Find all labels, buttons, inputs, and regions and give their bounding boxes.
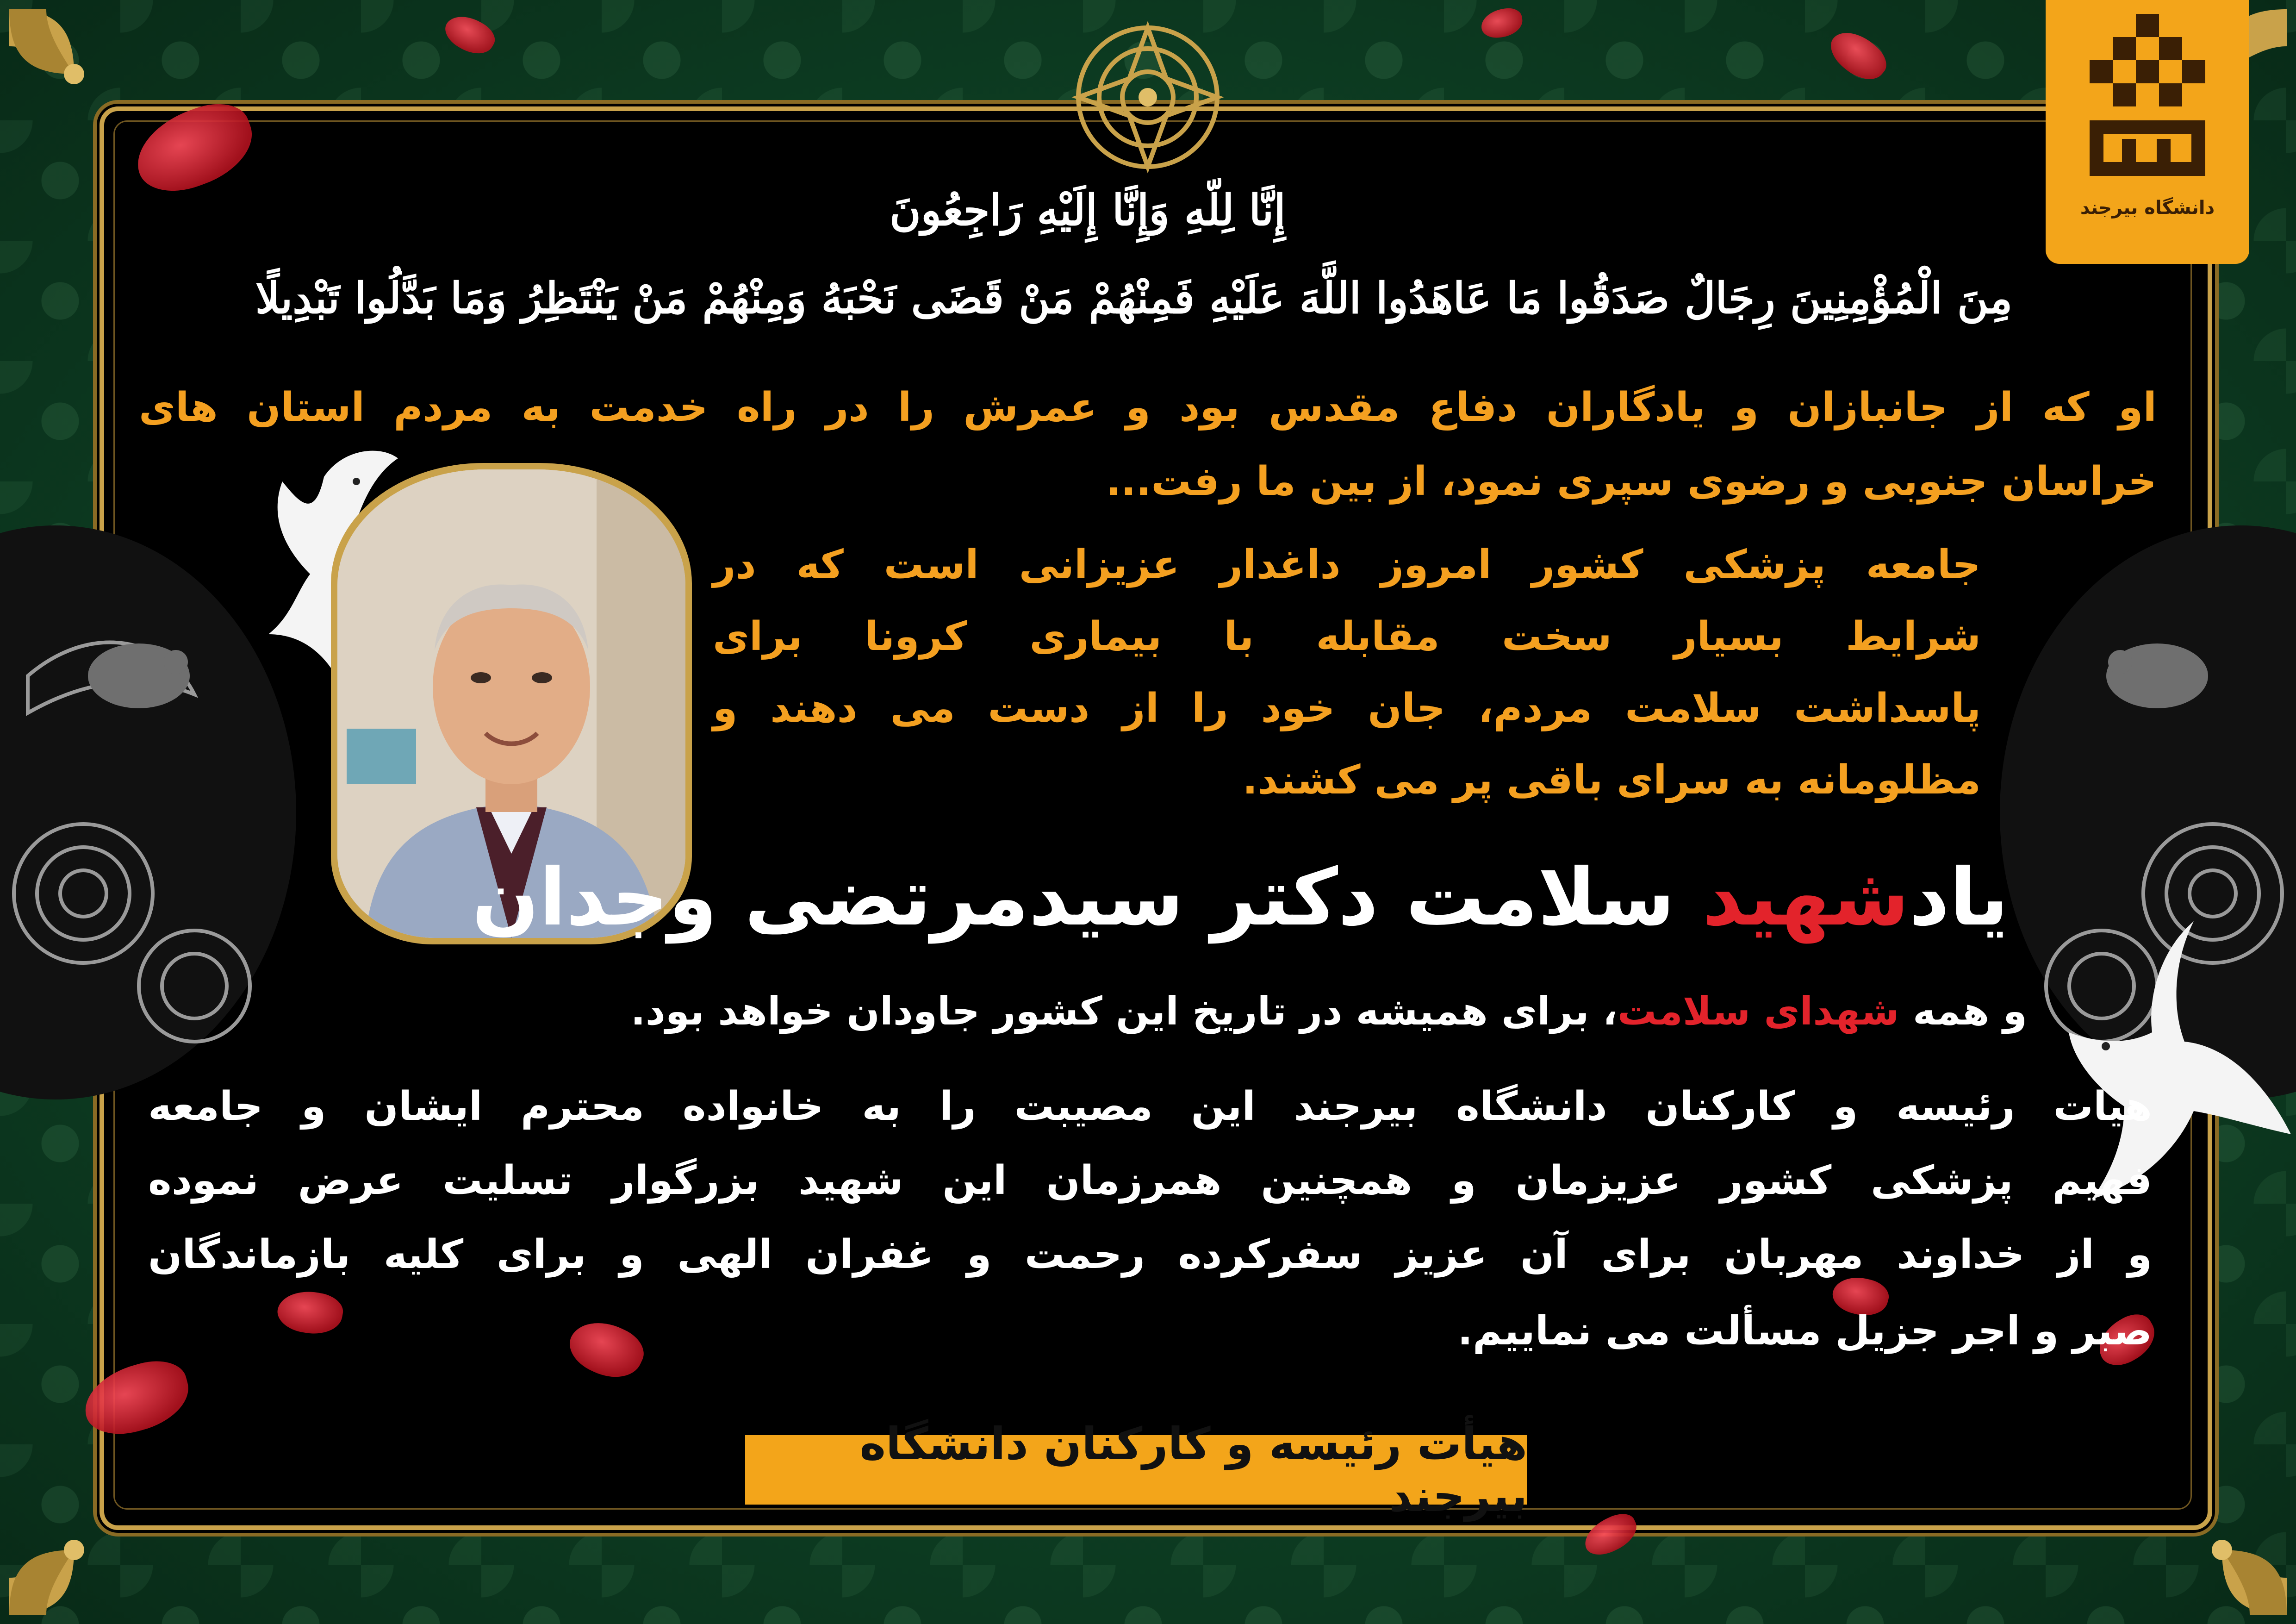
martyr-title [472,852,2009,943]
logo-caption: دانشگاه بیرجند [2080,197,2215,219]
quran-verse-line-2: مِنَ الْمُؤْمِنِينَ رِجَالٌ صَدَقُوا مَا عَاهَدُوا اللَّهَ عَلَيْهِ فَمِنْهُمْ مَنْ قَضَى نَحْبَهُ وَمِنْهُمْ مَنْ يَنْتَظِرُ وَمَا بَدَّلُوا تَبْدِيلًا [255,273,2013,323]
quran-verse-line-1: إِنَّا لِلّهِ وَإِنَّا إِلَيْهِ رَاجِعُونَ [890,185,1286,235]
university-logo [2046,0,2249,264]
medical-line-3: پاسداشت سلامت مردم، جان خود را از دست می دهند و [713,685,1981,731]
medical-line-1: جامعه پزشکی کشور امروز داغدار عزیزانی است که در [713,542,1981,588]
signature-banner: هیأت رئیسه و کارکنان دانشگاه بیرجند [745,1435,1527,1505]
tribute-line [630,988,2027,1034]
medical-line-2: شرایط بسیار سخت مقابله با بیماری کرونا برای [713,613,1981,660]
gold-medallion-icon [1060,9,1236,185]
martyr-title-highlight: شهید [1702,852,1910,943]
condolence-line-3: و از خداوند مهربان برای آن عزیز سفرکرده رحمت و غفران الهی و برای کلیه بازماندگان [148,1231,2152,1278]
tribute-highlight: شهدای سلامت [1617,988,1899,1034]
university-logo-icon [2071,0,2224,194]
condolence-line-1: هیات رئیسه و کارکنان دانشگاه بیرجند این مصیبت را به خانواده محترم ایشان و جامعه [148,1083,2152,1130]
tribute-suffix: ، برای همیشه در تاریخ این کشور جاودان خواهد بود. [630,988,1618,1034]
martyr-name: سلامت دکتر سیدمرتضی وجدان [472,852,1675,943]
medical-line-4: مظلومانه به سرای باقی پر می کشند. [1242,757,1981,803]
intro-line-2: خراسان جنوبی و رضوی سپری نمود، از بین ما رفت... [1106,458,2157,505]
condolence-line-2: فهیم پزشکی کشور عزیزمان و همچنین همرزمان این شهید بزرگوار تسلیت عرض نموده [148,1157,2152,1204]
martyr-title-prefix: یاد [1909,852,2009,943]
condolence-line-4: صبر و اجر جزیل مسألت می نماییم. [1457,1308,2152,1354]
intro-line-1: او که از جانبازان و یادگاران دفاع مقدس بود و عمرش را در راه خدمت به مردم استان های [139,384,2157,431]
tribute-prefix: و همه [1913,988,2027,1034]
